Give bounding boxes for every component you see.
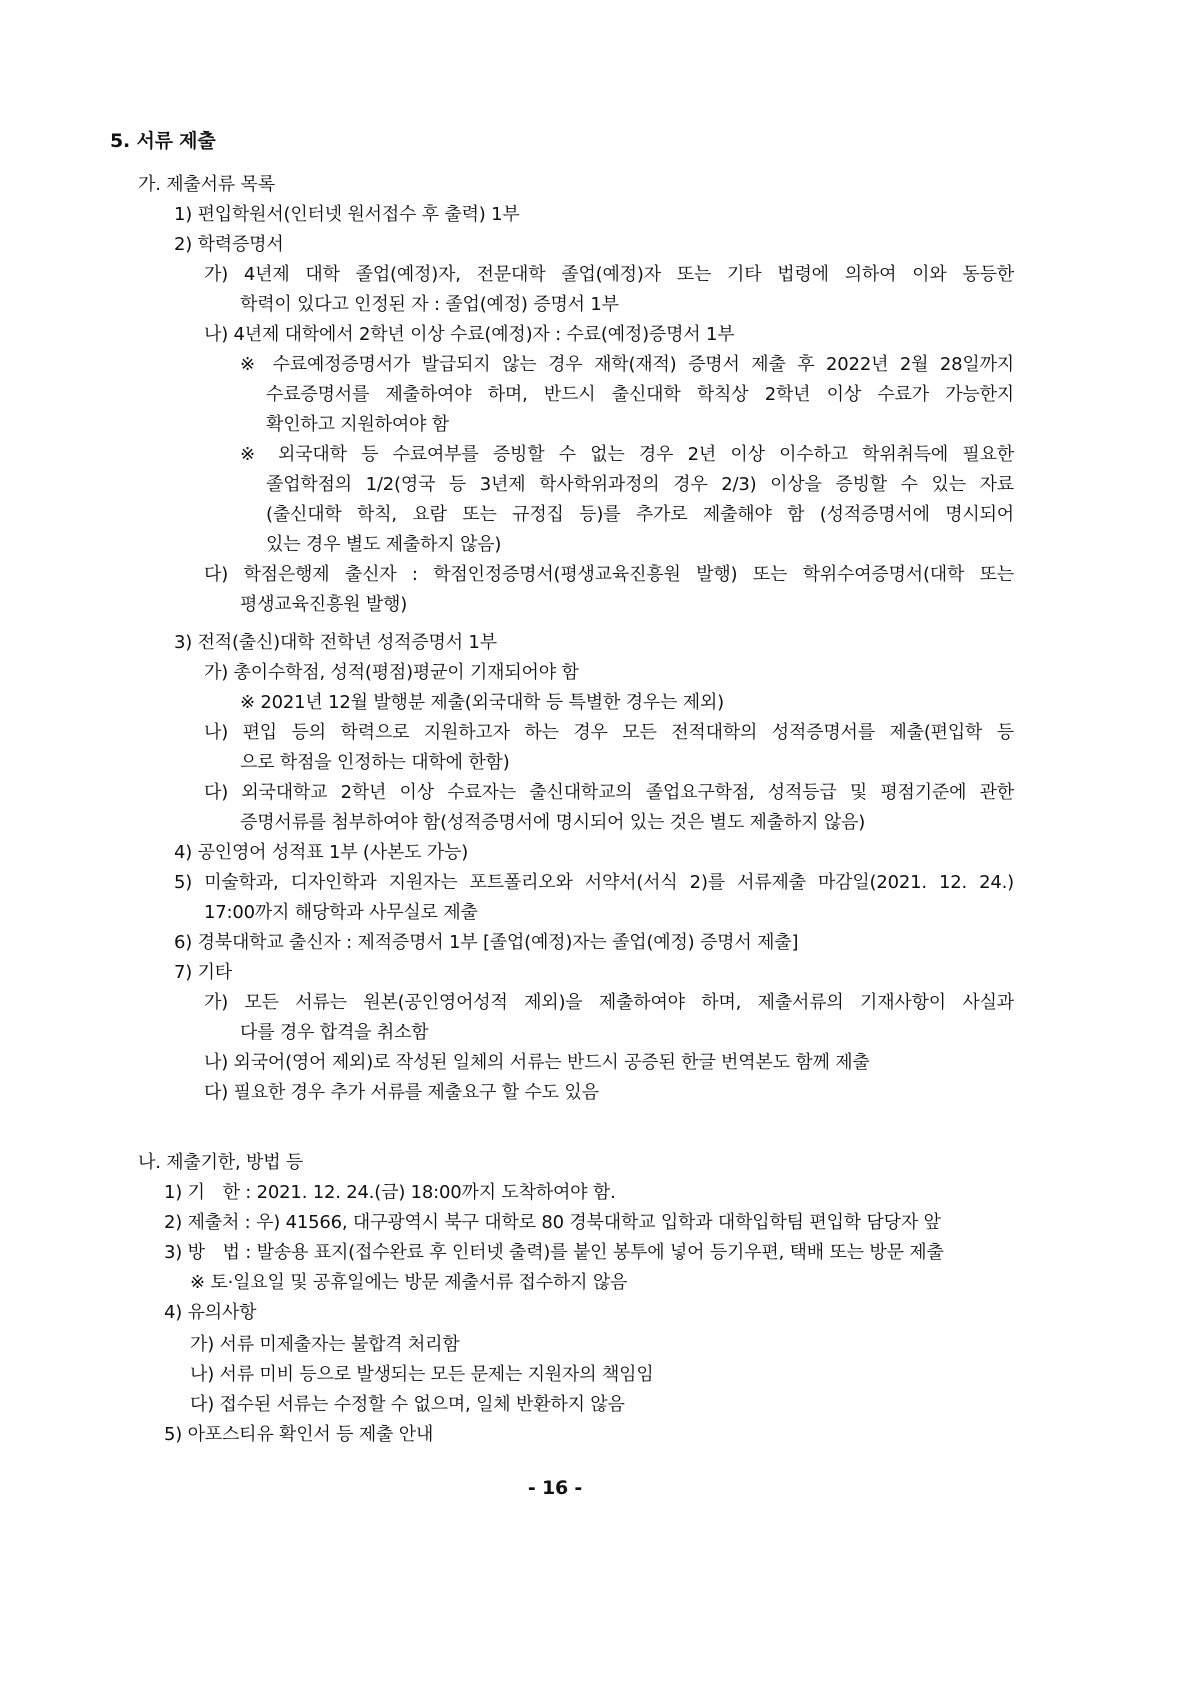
list-item: 3) 전적(출신)대학 전학년 성적증명서 1부 xyxy=(174,632,497,653)
subsection-title-na: 나. 제출기한, 방법 등 xyxy=(138,1152,304,1173)
note-continuation: 수료증명서를 제출하여야 하며, 반드시 출신대학 학칙상 2학년 이상 수료가 가능한지 xyxy=(266,384,1014,405)
note-continuation: (출신대학 학칙, 요람 또는 규정집 등)를 추가로 제출해야 함 (성적증명서에 명시되어 xyxy=(266,504,1014,525)
note: ※ 토·일요일 및 공휴일에는 방문 제출서류 접수하지 않음 xyxy=(190,1272,628,1293)
list-item: 7) 기타 xyxy=(174,962,232,983)
list-item: 4) 공인영어 성적표 1부 (사본도 가능) xyxy=(174,842,469,863)
note-continuation: 확인하고 지원하여야 함 xyxy=(266,414,449,435)
list-item: 1) 기 한 : 2021. 12. 24.(금) 18:00까지 도착하여야 함. xyxy=(164,1182,616,1203)
list-item: 4) 유의사항 xyxy=(164,1302,257,1323)
subsection-title-ga: 가. 제출서류 목록 xyxy=(138,174,275,195)
list-item: 3) 방 법 : 발송용 표지(접수완료 후 인터넷 출력)를 붙인 봉투에 넣어 등기우편, 택배 또는 방문 제출 xyxy=(164,1242,944,1263)
list-item: 다) 외국대학교 2학년 이상 수료자는 출신대학교의 졸업요구학점, 성적등급 및 평점기준에 관한 xyxy=(204,782,1014,803)
note-continuation: 졸업학점의 1/2(영국 등 3년제 학사학위과정의 경우 2/3) 이상을 증빙할 수 있는 자료 xyxy=(266,474,1014,495)
list-item: 가) 모든 서류는 원본(공인영어성적 제외)을 제출하여야 하며, 제출서류의 기재사항이 사실과 xyxy=(204,992,1014,1013)
list-item: 다) 학점은행제 출신자 : 학점인정증명서(평생교육진흥원 발행) 또는 학위수여증명서(대학 또는 xyxy=(204,564,1014,585)
list-item: 1) 편입학원서(인터넷 원서접수 후 출력) 1부 xyxy=(174,204,520,225)
list-item: 2) 제출처 : 우) 41566, 대구광역시 북구 대학로 80 경북대학교 입학과 대학입학팀 편입학 담당자 앞 xyxy=(164,1212,941,1233)
list-item: 가) 4년제 대학 졸업(예정)자, 전문대학 졸업(예정)자 또는 기타 법령에 의하여 이와 동등한 xyxy=(204,264,1014,285)
list-item: 나) 외국어(영어 제외)로 작성된 일체의 서류는 반드시 공증된 한글 번역본도 함께 제출 xyxy=(204,1052,870,1073)
list-item-continuation: 학력이 있다고 인정된 자 : 졸업(예정) 증명서 1부 xyxy=(240,294,619,315)
list-item: 가) 서류 미제출자는 불합격 처리함 xyxy=(190,1334,460,1355)
list-item-continuation: 으로 학점을 인정하는 대학에 한함) xyxy=(240,752,510,773)
section-title: 5. 서류 제출 xyxy=(110,130,216,152)
list-item-continuation: 17:00까지 해당학과 사무실로 제출 xyxy=(204,902,478,923)
list-item-continuation: 증명서류를 첨부하여야 함(성적증명서에 명시되어 있는 것은 별도 제출하지 않음) xyxy=(240,812,866,833)
list-item: 나) 편입 등의 학력으로 지원하고자 하는 경우 모든 전적대학의 성적증명서를 제출(편입학 등 xyxy=(204,722,1014,743)
page-number: - 16 - xyxy=(527,1477,583,1499)
list-item: 나) 4년제 대학에서 2학년 이상 수료(예정)자 : 수료(예정)증명서 1부 xyxy=(204,324,735,345)
list-item: 다) 필요한 경우 추가 서류를 제출요구 할 수도 있음 xyxy=(204,1082,599,1103)
list-item: 2) 학력증명서 xyxy=(174,234,284,255)
list-item-continuation: 다를 경우 합격을 취소함 xyxy=(240,1022,429,1043)
list-item: 5) 미술학과, 디자인학과 지원자는 포트폴리오와 서약서(서식 2)를 서류제출 마감일(2021. 12. 24.) xyxy=(174,872,1014,893)
list-item: 나) 서류 미비 등으로 발생되는 모든 문제는 지원자의 책임임 xyxy=(190,1364,654,1385)
note: ※ 외국대학 등 수료여부를 증빙할 수 없는 경우 2년 이상 이수하고 학위취득에 필요한 xyxy=(240,444,1014,465)
note: ※ 2021년 12월 발행분 제출(외국대학 등 특별한 경우는 제외) xyxy=(240,692,724,713)
list-item: 다) 접수된 서류는 수정할 수 없으며, 일체 반환하지 않음 xyxy=(190,1394,625,1415)
list-item: 5) 아포스티유 확인서 등 제출 안내 xyxy=(164,1424,434,1445)
list-item: 가) 총이수학점, 성적(평점)평균이 기재되어야 함 xyxy=(204,662,579,683)
note-continuation: 있는 경우 별도 제출하지 않음) xyxy=(266,534,502,555)
list-item: 6) 경북대학교 출신자 : 제적증명서 1부 [졸업(예정)자는 졸업(예정) 증명서 제출] xyxy=(174,932,799,953)
list-item-continuation: 평생교육진흥원 발행) xyxy=(240,594,408,615)
note: ※ 수료예정증명서가 발급되지 않는 경우 재학(재적) 증명서 제출 후 2022년 2월 28일까지 xyxy=(240,354,1014,375)
